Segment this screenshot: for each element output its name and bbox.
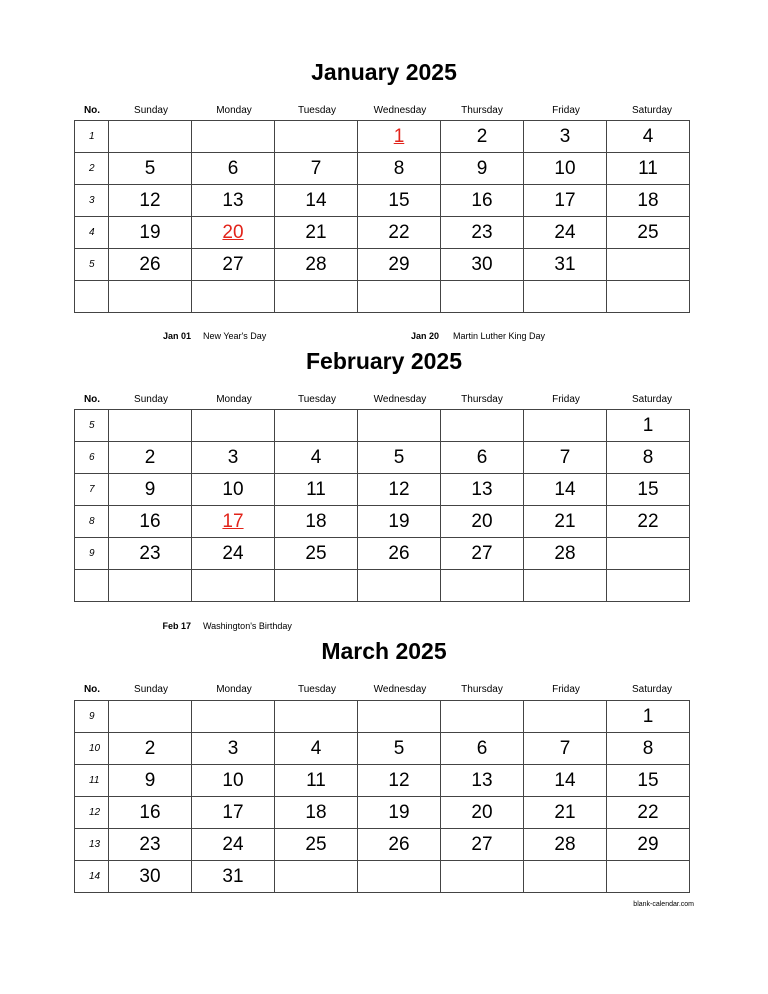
week-row	[75, 797, 690, 829]
day-cell: 11	[607, 153, 690, 185]
day-cell: 31	[192, 861, 275, 893]
week-number: 11	[75, 765, 109, 797]
holiday-note-text: Washington's Birthday	[203, 621, 292, 631]
column-header-tuesday: Tuesday	[298, 105, 336, 116]
day-cell: 7	[275, 153, 358, 185]
column-header-wednesday: Wednesday	[373, 394, 427, 405]
empty-day-cell	[275, 281, 358, 313]
day-cell: 22	[607, 797, 690, 829]
day-cell: 5	[358, 733, 441, 765]
day-cell: 8	[358, 153, 441, 185]
day-cell: 21	[524, 797, 607, 829]
day-cell: 15	[607, 474, 690, 506]
day-cell: 22	[358, 217, 441, 249]
day-cell: 12	[109, 185, 192, 217]
holiday-note-date: Feb 17	[162, 621, 191, 631]
day-cell: 17	[192, 797, 275, 829]
day-cell: 1	[358, 121, 441, 153]
day-cell: 21	[275, 217, 358, 249]
column-header-monday: Monday	[216, 105, 252, 116]
column-header-saturday: Saturday	[631, 394, 673, 405]
day-cell: 27	[192, 249, 275, 281]
day-cell: 5	[358, 442, 441, 474]
day-cell: 26	[358, 538, 441, 570]
day-cell: 10	[192, 765, 275, 797]
site-credit: blank-calendar.com	[633, 901, 694, 908]
week-row	[75, 410, 690, 442]
day-cell: 14	[275, 185, 358, 217]
day-cell: 13	[441, 474, 524, 506]
day-cell: 13	[192, 185, 275, 217]
day-cell: 13	[441, 765, 524, 797]
day-cell: 17	[192, 506, 275, 538]
day-cell: 7	[524, 733, 607, 765]
empty-day-cell	[109, 410, 192, 442]
week-number	[75, 570, 109, 602]
week-number: 6	[75, 442, 109, 474]
day-cell: 22	[607, 506, 690, 538]
week-row	[75, 185, 690, 217]
day-cell: 9	[109, 474, 192, 506]
calendar-grid-february	[74, 409, 690, 602]
day-cell: 20	[441, 506, 524, 538]
empty-day-cell	[607, 570, 690, 602]
day-cell: 17	[524, 185, 607, 217]
week-row	[75, 861, 690, 893]
day-cell: 10	[524, 153, 607, 185]
day-cell: 3	[192, 442, 275, 474]
day-cell: 21	[524, 506, 607, 538]
week-number: 8	[75, 506, 109, 538]
empty-day-cell	[192, 701, 275, 733]
empty-day-cell	[275, 570, 358, 602]
day-cell: 18	[607, 185, 690, 217]
week-row	[75, 733, 690, 765]
week-row	[75, 281, 690, 313]
day-cell: 26	[358, 829, 441, 861]
day-cell: 23	[109, 538, 192, 570]
empty-day-cell	[441, 410, 524, 442]
day-cell: 1	[607, 410, 690, 442]
holiday-note-text: New Year's Day	[203, 331, 267, 341]
week-number: 1	[75, 121, 109, 153]
empty-day-cell	[358, 701, 441, 733]
day-cell: 24	[192, 829, 275, 861]
empty-day-cell	[524, 410, 607, 442]
month-title-march: March 2025	[321, 638, 447, 664]
day-cell: 6	[441, 733, 524, 765]
week-row	[75, 701, 690, 733]
empty-day-cell	[358, 281, 441, 313]
day-cell: 10	[192, 474, 275, 506]
week-number: 5	[75, 410, 109, 442]
day-cell: 25	[275, 538, 358, 570]
empty-day-cell	[607, 861, 690, 893]
column-header-no: No.	[83, 394, 101, 405]
day-cell: 19	[358, 506, 441, 538]
column-header-monday: Monday	[216, 684, 252, 695]
empty-day-cell	[192, 570, 275, 602]
day-cell: 19	[358, 797, 441, 829]
empty-day-cell	[524, 861, 607, 893]
week-row	[75, 506, 690, 538]
column-header-sunday: Sunday	[134, 394, 168, 405]
day-cell: 16	[109, 506, 192, 538]
holiday-note-date: Jan 01	[162, 331, 191, 341]
empty-day-cell	[607, 281, 690, 313]
holiday-note-text: Martin Luther King Day	[453, 331, 546, 341]
day-cell: 6	[441, 442, 524, 474]
day-cell: 2	[109, 442, 192, 474]
day-cell: 4	[275, 733, 358, 765]
calendar-grid-march	[74, 700, 690, 893]
day-cell: 12	[358, 474, 441, 506]
empty-day-cell	[192, 121, 275, 153]
week-number	[75, 281, 109, 313]
day-cell: 7	[524, 442, 607, 474]
column-header-wednesday: Wednesday	[373, 105, 427, 116]
column-header-thursday: Thursday	[461, 105, 503, 116]
day-cell: 31	[524, 249, 607, 281]
empty-day-cell	[109, 281, 192, 313]
empty-day-cell	[524, 281, 607, 313]
column-header-monday: Monday	[216, 394, 252, 405]
day-cell: 18	[275, 797, 358, 829]
day-cell: 4	[607, 121, 690, 153]
empty-day-cell	[109, 701, 192, 733]
day-cell: 3	[524, 121, 607, 153]
day-cell: 28	[275, 249, 358, 281]
day-cell: 14	[524, 474, 607, 506]
day-cell: 11	[275, 765, 358, 797]
week-number: 9	[75, 538, 109, 570]
week-number: 13	[75, 829, 109, 861]
empty-day-cell	[358, 570, 441, 602]
day-cell: 6	[192, 153, 275, 185]
day-cell: 19	[109, 217, 192, 249]
column-header-saturday: Saturday	[631, 105, 673, 116]
week-number: 10	[75, 733, 109, 765]
column-header-wednesday: Wednesday	[373, 684, 427, 695]
week-row	[75, 442, 690, 474]
day-cell: 16	[441, 185, 524, 217]
week-row	[75, 474, 690, 506]
day-cell: 28	[524, 538, 607, 570]
column-header-sunday: Sunday	[134, 105, 168, 116]
empty-day-cell	[441, 861, 524, 893]
empty-day-cell	[441, 281, 524, 313]
empty-day-cell	[192, 410, 275, 442]
week-row	[75, 829, 690, 861]
day-cell: 4	[275, 442, 358, 474]
day-cell: 9	[109, 765, 192, 797]
day-cell: 8	[607, 442, 690, 474]
holiday-note-date: Jan 20	[410, 331, 439, 341]
day-cell: 28	[524, 829, 607, 861]
day-cell: 2	[109, 733, 192, 765]
empty-day-cell	[109, 570, 192, 602]
empty-day-cell	[607, 538, 690, 570]
empty-day-cell	[275, 121, 358, 153]
day-cell: 30	[109, 861, 192, 893]
empty-day-cell	[109, 121, 192, 153]
column-header-tuesday: Tuesday	[298, 684, 336, 695]
week-row	[75, 765, 690, 797]
day-cell: 16	[109, 797, 192, 829]
day-cell: 8	[607, 733, 690, 765]
day-cell: 25	[275, 829, 358, 861]
column-header-thursday: Thursday	[461, 684, 503, 695]
week-number: 5	[75, 249, 109, 281]
empty-day-cell	[275, 701, 358, 733]
empty-day-cell	[524, 701, 607, 733]
empty-day-cell	[275, 861, 358, 893]
week-number: 12	[75, 797, 109, 829]
week-row	[75, 570, 690, 602]
day-cell: 15	[607, 765, 690, 797]
week-row	[75, 153, 690, 185]
day-cell: 23	[441, 217, 524, 249]
day-cell: 14	[524, 765, 607, 797]
day-cell: 23	[109, 829, 192, 861]
empty-day-cell	[524, 570, 607, 602]
day-cell: 18	[275, 506, 358, 538]
week-number: 2	[75, 153, 109, 185]
day-cell: 24	[192, 538, 275, 570]
day-cell: 27	[441, 829, 524, 861]
week-number: 4	[75, 217, 109, 249]
column-header-saturday: Saturday	[631, 684, 673, 695]
column-header-friday: Friday	[552, 394, 580, 405]
day-cell: 26	[109, 249, 192, 281]
empty-day-cell	[607, 249, 690, 281]
day-cell: 12	[358, 765, 441, 797]
day-cell: 24	[524, 217, 607, 249]
day-cell: 20	[441, 797, 524, 829]
week-number: 14	[75, 861, 109, 893]
empty-day-cell	[275, 410, 358, 442]
day-cell: 2	[441, 121, 524, 153]
day-cell: 29	[607, 829, 690, 861]
day-cell: 20	[192, 217, 275, 249]
day-cell: 25	[607, 217, 690, 249]
empty-day-cell	[192, 281, 275, 313]
column-header-sunday: Sunday	[134, 684, 168, 695]
day-cell: 30	[441, 249, 524, 281]
week-row	[75, 249, 690, 281]
week-row	[75, 217, 690, 249]
week-row	[75, 538, 690, 570]
week-row	[75, 121, 690, 153]
day-cell: 5	[109, 153, 192, 185]
column-header-no: No.	[83, 105, 101, 116]
empty-day-cell	[441, 701, 524, 733]
week-number: 3	[75, 185, 109, 217]
day-cell: 15	[358, 185, 441, 217]
day-cell: 11	[275, 474, 358, 506]
day-cell: 29	[358, 249, 441, 281]
month-title-february: February 2025	[306, 348, 462, 374]
day-cell: 3	[192, 733, 275, 765]
empty-day-cell	[358, 410, 441, 442]
day-cell: 9	[441, 153, 524, 185]
empty-day-cell	[441, 570, 524, 602]
column-header-friday: Friday	[552, 684, 580, 695]
week-number: 9	[75, 701, 109, 733]
column-header-thursday: Thursday	[461, 394, 503, 405]
column-header-friday: Friday	[552, 105, 580, 116]
calendar-grid-january	[74, 120, 690, 313]
month-title-january: January 2025	[311, 59, 457, 85]
day-cell: 27	[441, 538, 524, 570]
column-header-tuesday: Tuesday	[298, 394, 336, 405]
column-header-no: No.	[83, 684, 101, 695]
empty-day-cell	[358, 861, 441, 893]
week-number: 7	[75, 474, 109, 506]
day-cell: 1	[607, 701, 690, 733]
